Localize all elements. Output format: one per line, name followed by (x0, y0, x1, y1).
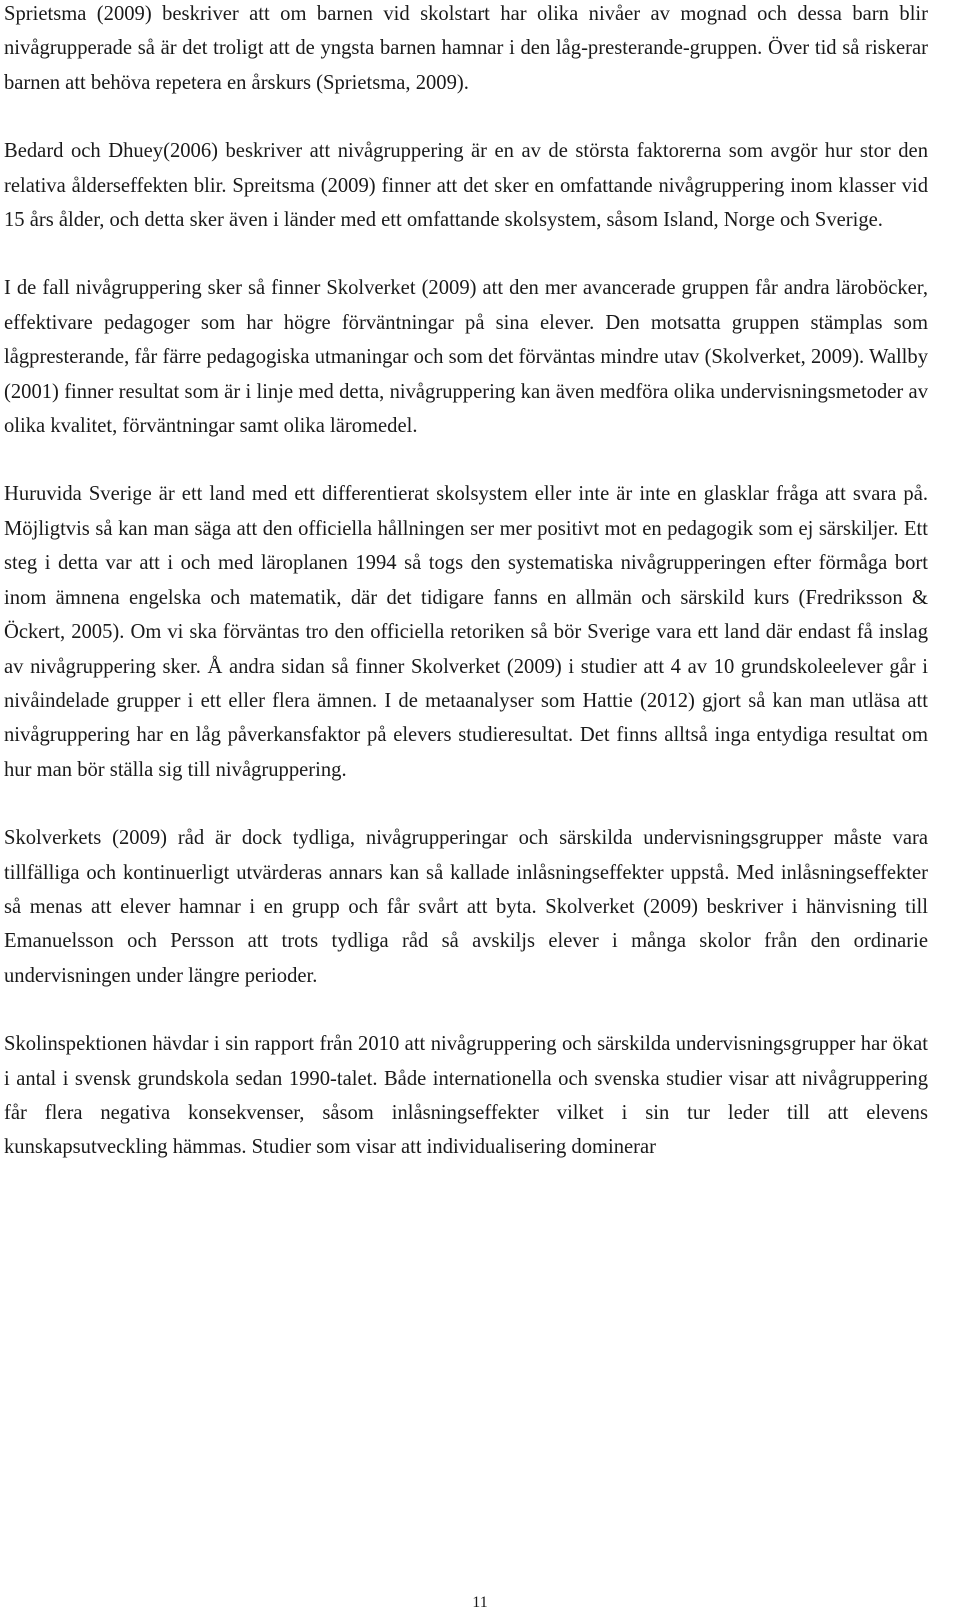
page-number: 11 (472, 1594, 488, 1611)
paragraph-skolinspektionen: Skolinspektionen hävdar i sin rapport från 2010 att nivågruppering och särskilda undervisningsgrupper har ökat i antal i svensk grundskola sedan 1990-talet. Både internationella och svenska studier visar att nivågruppering får flera negativa konsekvenser, såsom inlåsningseffekter vilket i sin tur leder till att elevens kunskapsutveckling hämmas. Studier som visar att individualisering dominerar (4, 1033, 928, 1159)
paragraph-skolverket-grouping: I de fall nivågruppering sker så finner Skolverket (2009) att den mer avancerade gruppen får andra läroböcker, effektivare pedagoger som har högre förväntningar på sina elever. Den motsatta gruppen stämplas som lågpresterande, får färre pedagogiska utmaningar och som det förväntas mindre utav (Skolverket, 2009). Wallby (2001) finner resultat som är i linje med detta, nivågruppering kan även medföra olika undervisningsmetoder av olika kvalitet, förväntningar samt olika läromedel. (4, 277, 928, 438)
paragraph-sprietsma: Sprietsma (2009) beskriver att om barnen vid skolstart har olika nivåer av mognad och dessa barn blir nivågrupperade så är det troligt att de yngsta barnen hamnar i den låg-presterande-gruppen. Över tid så riskerar barnen att behöva repetera en årskurs (Sprietsma, 2009). (4, 3, 928, 94)
paragraph-skolverkets-rad: Skolverkets (2009) råd är dock tydliga, nivågrupperingar och särskilda undervisningsgrupper måste vara tillfälliga och kontinuerligt utvärderas annars kan så kallade inlåsningseffekter uppstå. Med inlåsningseffekter så menas att elever hamnar i en grupp och får svårt att byta. Skolverket (2009) beskriver i hänvisning till Emanuelsson och Persson att trots tydliga råd så avskiljs elever i många skolor från den ordinarie undervisningen under längre perioder. (4, 827, 928, 987)
document-page (4, 0, 928, 1165)
paragraph-bedard-dhuey: Bedard och Dhuey(2006) beskriver att nivågruppering är en av de största faktorerna som avgör hur stor den relativa ålderseffekten blir. Spreitsma (2009) finner att det sker en omfattande nivågruppering inom klasser vid 15 års ålder, och detta sker även i länder med ett omfattande skolsystem, såsom Island, Norge och Sverige. (4, 140, 928, 232)
paragraph-sverige-differentierat: Huruvida Sverige är ett land med ett differentierat skolsystem eller inte är inte en glasklar fråga att svara på. Möjligtvis så kan man säga att den officiella hållningen ser mer positivt mot en pedagogik som ej särskiljer. Ett steg i detta var att i och med läroplanen 1994 så togs den systematiska nivågrupperingen efter förmåga bort inom ämnena engelska och matematik, där det tidigare fanns en allmän och särskild kurs (Fredriksson & Öckert, 2005). Om vi ska förväntas tro den officiella retoriken så bör Sverige vara ett land där endast få inslag av nivågruppering sker. Å andra sidan så finner Skolverket (2009) i studier att 4 av 10 grundskoleelever går i nivåindelade grupper i ett eller flera ämnen. I de metaanalyser som Hattie (2012) gjort så kan man utläsa att nivågruppering har en låg påverkansfaktor på elevers studieresultat. Det finns alltså inga entydiga resultat om hur man bör ställa sig till nivågruppering. (4, 483, 928, 781)
